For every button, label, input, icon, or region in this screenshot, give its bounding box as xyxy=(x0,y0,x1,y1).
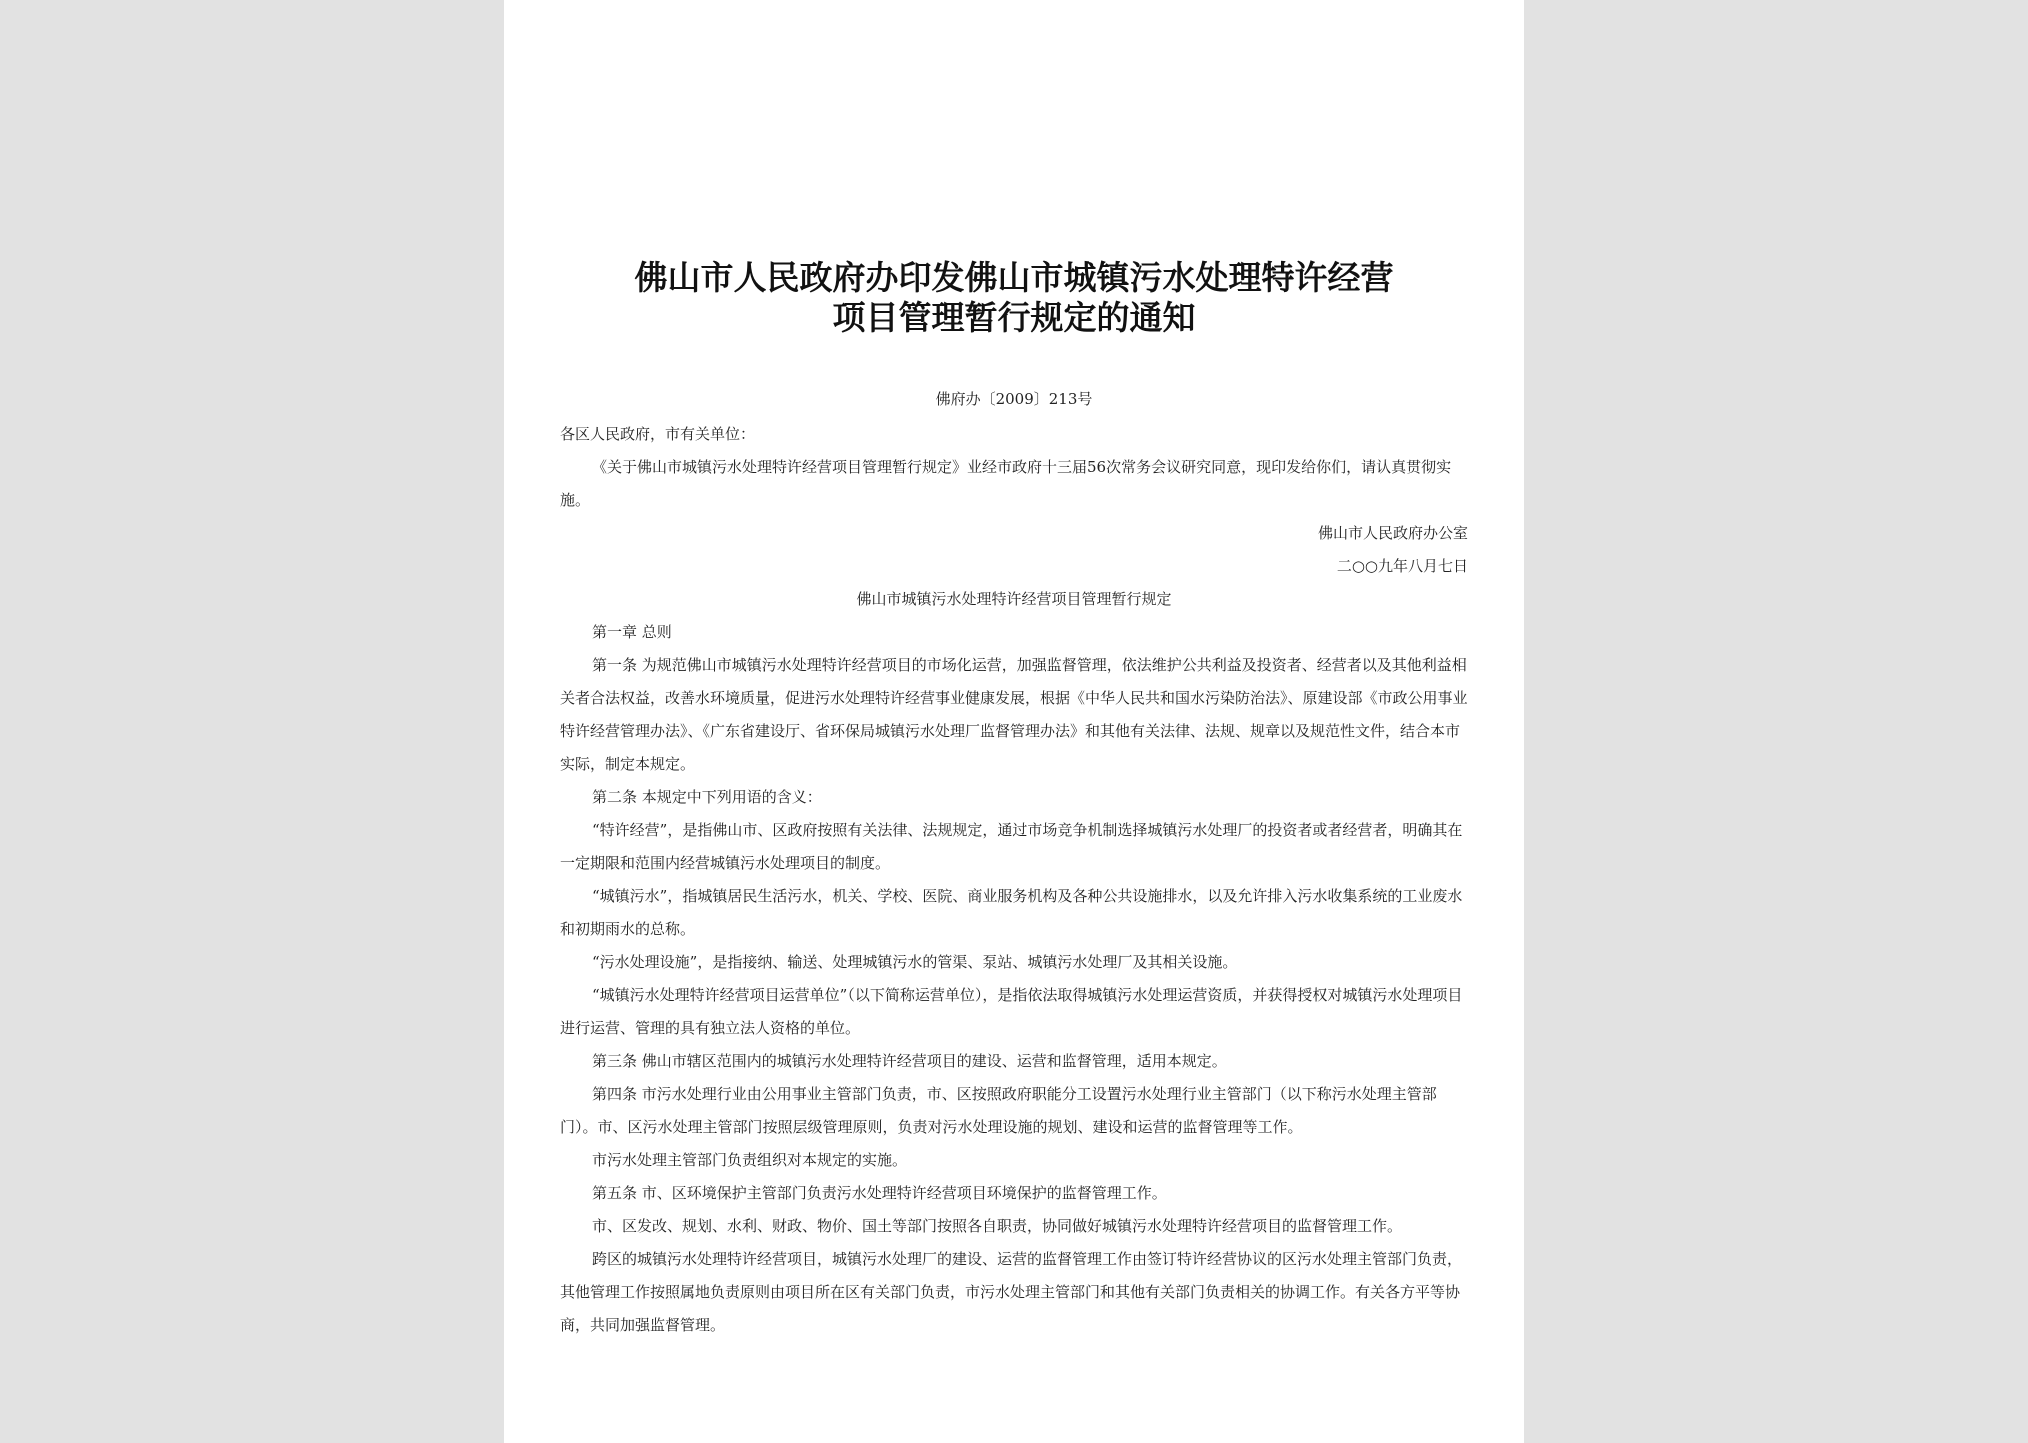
document-page xyxy=(504,0,1524,1443)
definition-paragraph: “城镇污水处理特许经营项目运营单位”（以下简称运营单位），是指依法取得城镇污水处理运营资质，并获得授权对城镇污水处理项目进行运营、管理的具有独立法人资格的单位。 xyxy=(560,986,1463,1037)
definition-paragraph: “特许经营”，是指佛山市、区政府按照有关法律、法规规定，通过市场竞争机制选择城镇污水处理厂的投资者或者经营者，明确其在一定期限和范围内经营城镇污水处理项目的制度。 xyxy=(560,821,1463,872)
document-number: 佛府办〔2009〕213号 xyxy=(935,390,1093,408)
addressee: 各区人民政府，市有关单位： xyxy=(560,425,756,443)
issue-date: 二○○九年八月七日 xyxy=(1336,557,1468,575)
intro-paragraph: 《关于佛山市城镇污水处理特许经营项目管理暂行规定》业经市政府十三届56次常务会议研究同意，现印发给你们，请认真贯彻实施。 xyxy=(560,458,1452,509)
article-paragraph: 第五条 市、区环境保护主管部门负责污水处理特许经营项目环境保护的监督管理工作。 xyxy=(592,1184,1167,1202)
article-paragraph: 第二条 本规定中下列用语的含义： xyxy=(592,788,822,806)
definition-paragraph: “城镇污水”，指城镇居民生活污水，机关、学校、医院、商业服务机构及各种公共设施排水，以及允许排入污水收集系统的工业废水和初期雨水的总称。 xyxy=(560,887,1463,938)
article-paragraph: 跨区的城镇污水处理特许经营项目，城镇污水处理厂的建设、运营的监督管理工作由签订特许经营协议的区污水处理主管部门负责，其他管理工作按照属地负责原则由项目所在区有关部门负责，市污水处理主管部门和其他有关部门负责相关的协调工作。有关各方平等协商，共同加强监督管理。 xyxy=(560,1250,1463,1334)
title-line-1: 佛山市人民政府办印发佛山市城镇污水处理特许经营 xyxy=(634,258,1394,297)
article-paragraph: 第四条 市污水处理行业由公用事业主管部门负责，市、区按照政府职能分工设置污水处理行业主管部门（以下称污水处理主管部门）。市、区污水处理主管部门按照层级管理原则，负责对污水处理设施的规划、建设和运营的监督管理等工作。 xyxy=(560,1085,1437,1136)
chapter-heading: 第一章 总则 xyxy=(592,623,672,641)
document-body xyxy=(560,418,1468,1342)
article-paragraph: 市污水处理主管部门负责组织对本规定的实施。 xyxy=(592,1151,908,1169)
definition-paragraph: “污水处理设施”，是指接纳、输送、处理城镇污水的管渠、泵站、城镇污水处理厂及其相关设施。 xyxy=(592,953,1238,971)
article-paragraph: 第三条 佛山市辖区范围内的城镇污水处理特许经营项目的建设、运营和监督管理，适用本规定。 xyxy=(592,1052,1227,1070)
article-paragraph: 第一条 为规范佛山市城镇污水处理特许经营项目的市场化运营，加强监督管理，依法维护公共利益及投资者、经营者以及其他利益相关者合法权益，改善水环境质量，促进污水处理特许经营事业健康发展，根据《中华人民共和国水污染防治法》、原建设部《市政公用事业特许经营管理办法》、《广东省建设厅、省环保局城镇污水处理厂监督管理办法》和其他有关法律、法规、规章以及规范性文件，结合本市实际，制定本规定。 xyxy=(560,656,1468,773)
title-line-2: 项目管理暂行规定的通知 xyxy=(832,298,1196,337)
article-paragraph: 市、区发改、规划、水利、财政、物价、国土等部门按照各自职责，协同做好城镇污水处理特许经营项目的监督管理工作。 xyxy=(592,1217,1403,1235)
document-title xyxy=(504,258,1524,338)
regulation-title: 佛山市城镇污水处理特许经营项目管理暂行规定 xyxy=(856,590,1172,608)
issuer: 佛山市人民政府办公室 xyxy=(1317,524,1468,542)
